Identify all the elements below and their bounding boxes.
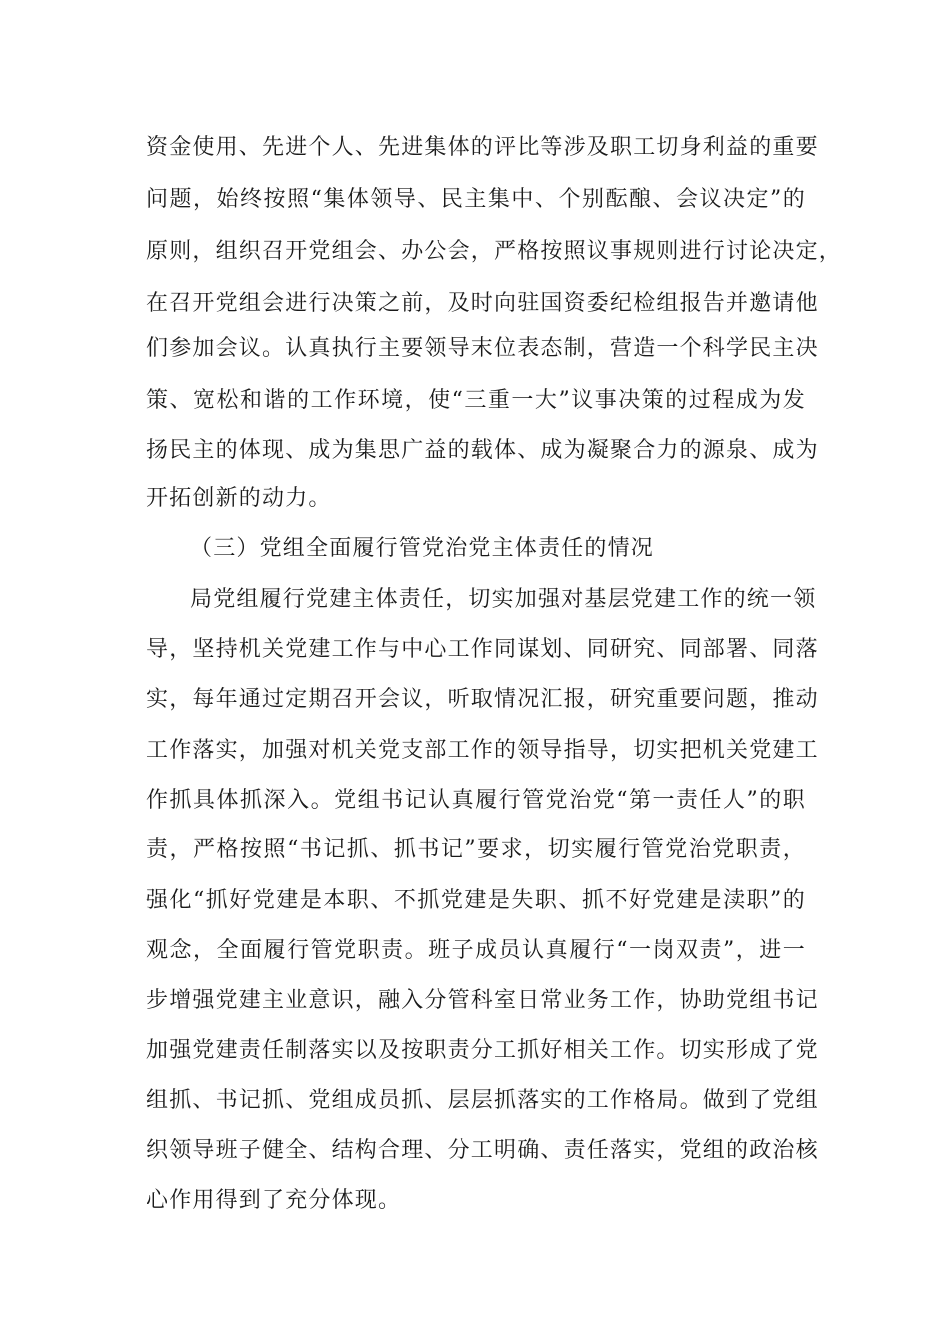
paragraph-line: 扬民主的体现、成为集思广益的载体、成为凝聚合力的源泉、成为 bbox=[146, 438, 819, 463]
paragraph-line: 在召开党组会进行决策之前，及时向驻国资委纪检组报告并邀请他 bbox=[146, 291, 819, 316]
paragraph-line: 资金使用、先进个人、先进集体的评比等涉及职工切身利益的重要 bbox=[146, 135, 819, 160]
paragraph-line: 责，严格按照“书记抓、抓书记”要求，切实履行管党治党职责， bbox=[146, 837, 806, 862]
paragraph-line: 工作落实，加强对机关党支部工作的领导指导，切实把机关党建工 bbox=[146, 738, 819, 763]
paragraph-line: 作抓具体抓深入。党组书记认真履行管党治党“第一责任人”的职 bbox=[146, 788, 806, 813]
paragraph-line: 观念，全面履行管党职责。班子成员认真履行“一岗双责”，进一 bbox=[146, 938, 806, 963]
paragraph-line: 问题，始终按照“集体领导、民主集中、个别酝酿、会议决定”的 bbox=[146, 187, 806, 212]
paragraph-line: 心作用得到了充分体现。 bbox=[146, 1188, 402, 1213]
paragraph-line: 加强党建责任制落实以及按职责分工抓好相关工作。切实形成了党 bbox=[146, 1038, 819, 1063]
paragraph-line: 步增强党建主业意识，融入分管科室日常业务工作，协助党组书记 bbox=[146, 988, 819, 1013]
paragraph-line: 组抓、书记抓、党组成员抓、层层抓落实的工作格局。做到了党组 bbox=[146, 1088, 819, 1113]
paragraph-line: 策、宽松和谐的工作环境，使“三重一大”议事决策的过程成为发 bbox=[146, 388, 806, 413]
paragraph-line: 局党组履行党建主体责任，切实加强对基层党建工作的统一领 bbox=[190, 587, 817, 612]
paragraph-line: 织领导班子健全、结构合理、分工明确、责任落实，党组的政治核 bbox=[146, 1138, 819, 1163]
paragraph-line: 强化“抓好党建是本职、不抓党建是失职、抓不好党建是渎职”的 bbox=[146, 888, 806, 913]
paragraph-line: 导，坚持机关党建工作与中心工作同谋划、同研究、同部署、同落 bbox=[146, 637, 819, 662]
paragraph-line: 实，每年通过定期召开会议，听取情况汇报，研究重要问题，推动 bbox=[146, 687, 819, 712]
paragraph-line: 们参加会议。认真执行主要领导末位表态制，营造一个科学民主决 bbox=[146, 336, 819, 361]
paragraph-line: 开拓创新的动力。 bbox=[146, 486, 332, 511]
section-heading: （三）党组全面履行管党治党主体责任的情况 bbox=[190, 536, 655, 561]
paragraph-line: 原则，组织召开党组会、办公会，严格按照议事规则进行讨论决定， bbox=[146, 239, 843, 264]
